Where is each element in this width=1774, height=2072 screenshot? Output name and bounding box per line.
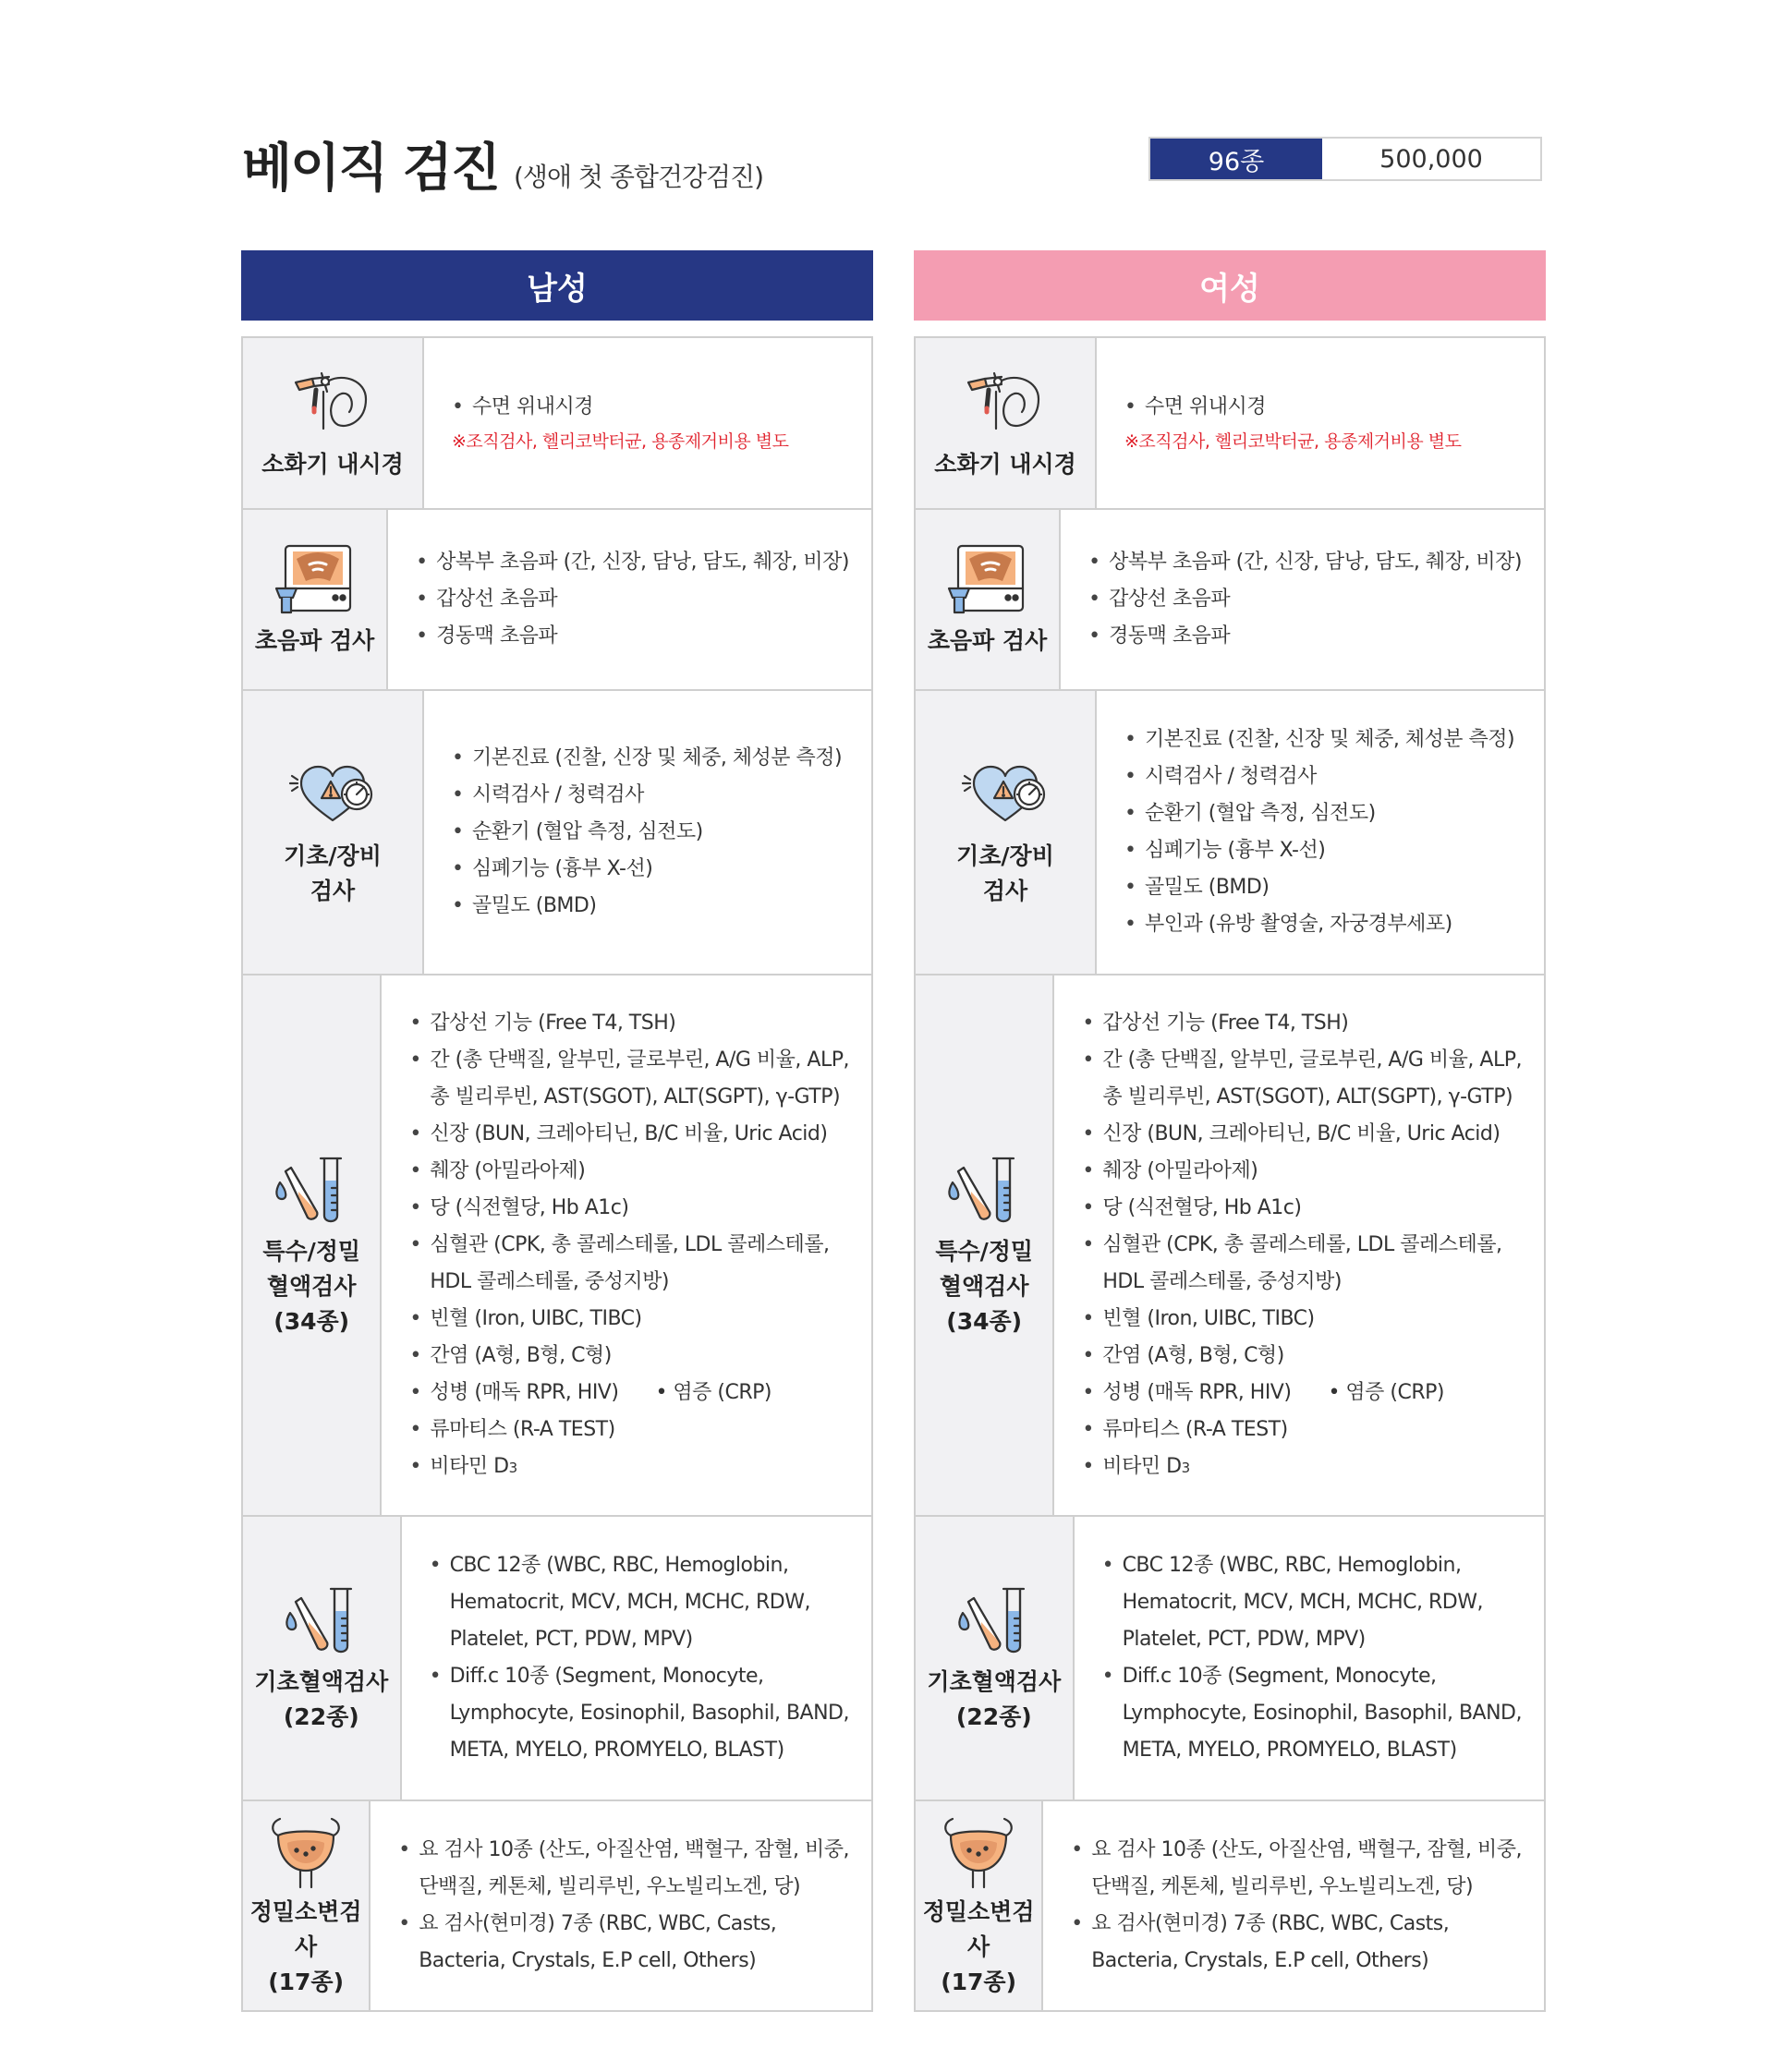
row-content (1043, 1801, 1544, 2010)
test-row (916, 338, 1544, 510)
vitamin-subscript: 3 (508, 1459, 517, 1476)
test-item: • 시력검사 / 청력검사 (452, 777, 849, 814)
test-row (243, 1517, 871, 1801)
test-tube-icon (948, 1581, 1040, 1661)
test-item: • CBC 12종 (WBC, RBC, Hemoglobin, Hematocrit, MCV, MCH, MCHC, RDW, Platelet, PCT, PDW, MPV) (430, 1547, 849, 1658)
test-tube-icon (938, 1151, 1030, 1230)
row-label (243, 691, 424, 974)
row-label (916, 1517, 1075, 1799)
female-header: 여성 (914, 250, 1546, 321)
test-item: • 상복부 초음파 (간, 신장, 담낭, 담도, 췌장, 비장) (416, 544, 849, 581)
test-item-pair: • 성병 (매독 RPR, HIV) • 염증 (CRP) (409, 1375, 849, 1412)
row-content (1075, 1517, 1544, 1799)
test-item: • 수면 위내시경 (452, 389, 849, 426)
test-item: • 간 (총 단백질, 알부민, 글로부린, A/G 비율, ALP, 총 빌리루빈, AST(SGOT), ALT(SGPT), γ-GTP) (1082, 1042, 1522, 1116)
test-row (916, 1517, 1544, 1801)
title-subtitle: (생애 첫 종합건강검진) (513, 162, 764, 192)
male-table (241, 336, 873, 2012)
test-count: 96종 (1150, 139, 1322, 179)
test-item-pair: • 성병 (매독 RPR, HIV) • 염증 (CRP) (1082, 1375, 1522, 1412)
heart-gauge-icon (286, 756, 379, 835)
bladder-icon (932, 1811, 1025, 1891)
test-item: • 빈혈 (Iron, UIBC, TIBC) (1082, 1301, 1522, 1338)
vitamin-subscript: 3 (1181, 1459, 1190, 1476)
test-item: • 췌장 (아밀라아제) (409, 1153, 849, 1190)
test-item: • 갑상선 기능 (Free T4, TSH) (409, 1005, 849, 1042)
row-name: 기초/장비 검사 (956, 842, 1054, 904)
row-content (371, 1801, 871, 2010)
test-item: • 기본진료 (진찰, 신장 및 체중, 체성분 측정) (1124, 721, 1522, 758)
test-item: • 요 검사(현미경) 7종 (RBC, WBC, Casts, Bacteria, Crystals, E.P cell, Others) (1071, 1906, 1522, 1980)
test-item-vitamin: • 비타민 D3 (1082, 1448, 1522, 1486)
test-item: • 시력검사 / 청력검사 (1124, 758, 1522, 795)
row-content (382, 975, 871, 1515)
test-item: • 간염 (A형, B형, C형) (1082, 1338, 1522, 1375)
test-item: • 췌장 (아밀라아제) (1082, 1153, 1522, 1190)
test-item: • 심폐기능 (흉부 X-선) (452, 851, 849, 888)
row-content (402, 1517, 871, 1799)
female-table (914, 336, 1546, 2012)
test-item: • 심혈관 (CPK, 총 콜레스테롤, LDL 콜레스테롤, HDL 콜레스테롤, 중성지방) (1082, 1227, 1522, 1301)
test-item: • 골밀도 (BMD) (1124, 869, 1522, 906)
test-item: • Diff.c 10종 (Segment, Monocyte, Lymphocyte, Eosinophil, Basophil, BAND, META, MYELO, PROMYELO, BLAST) (430, 1658, 849, 1769)
page-title (242, 127, 763, 201)
test-item: • 기본진료 (진찰, 신장 및 체중, 체성분 측정) (452, 740, 849, 777)
ultrasound-icon (942, 540, 1034, 620)
row-content (1061, 510, 1544, 689)
row-name: 특수/정밀 혈액검사 (34종) (935, 1238, 1034, 1335)
test-item: • 간 (총 단백질, 알부민, 글로부린, A/G 비율, ALP, 총 빌리루빈, AST(SGOT), ALT(SGPT), γ-GTP) (409, 1042, 849, 1116)
row-label (916, 691, 1097, 974)
test-row (243, 338, 871, 510)
price-value: 500,000 (1379, 144, 1483, 174)
row-content (424, 338, 871, 508)
test-row (916, 510, 1544, 691)
test-item: • 류마티스 (R-A TEST) (1082, 1412, 1522, 1448)
row-label (916, 975, 1054, 1515)
test-tube-icon (265, 1151, 358, 1230)
test-item: • 순환기 (혈압 측정, 심전도) (452, 814, 849, 851)
title-main: 베이직 검진 (242, 139, 499, 199)
male-column (241, 250, 873, 2012)
endoscope-icon (959, 364, 1051, 443)
row-label (916, 510, 1061, 689)
row-label (243, 510, 388, 689)
test-item: • 당 (식전혈당, Hb A1c) (409, 1190, 849, 1227)
row-label (243, 338, 424, 508)
test-item: • 심폐기능 (흉부 X-선) (1124, 832, 1522, 869)
test-row (916, 691, 1544, 975)
row-content (388, 510, 871, 689)
row-name: 초음파 검사 (927, 627, 1048, 654)
test-item: • 골밀도 (BMD) (452, 888, 849, 925)
test-item: • 요 검사 10종 (산도, 아질산염, 백혈구, 잠혈, 비중, 단백질, 케톤체, 빌리루빈, 우노빌리노겐, 당) (398, 1832, 849, 1906)
row-content (1097, 338, 1544, 508)
test-item: • 요 검사(현미경) 7종 (RBC, WBC, Casts, Bacteria, Crystals, E.P cell, Others) (398, 1906, 849, 1980)
row-content (424, 691, 871, 974)
test-item: • 류마티스 (R-A TEST) (409, 1412, 849, 1448)
row-name: 소화기 내시경 (261, 451, 404, 478)
row-name: 정밀소변검사 (17종) (922, 1898, 1035, 1995)
test-item: • 상복부 초음파 (간, 신장, 담낭, 담도, 췌장, 비장) (1088, 544, 1522, 581)
test-item: • 부인과 (유방 촬영술, 자궁경부세포) (1124, 906, 1522, 943)
test-row (243, 691, 871, 975)
row-content (1054, 975, 1544, 1515)
row-name: 기초/장비 검사 (284, 842, 382, 904)
test-item-second: • 염증 (CRP) (655, 1380, 772, 1404)
test-item: • 수면 위내시경 (1124, 389, 1522, 426)
test-item: • 요 검사 10종 (산도, 아질산염, 백혈구, 잠혈, 비중, 단백질, 케톤체, 빌리루빈, 우노빌리노겐, 당) (1071, 1832, 1522, 1906)
test-row (243, 510, 871, 691)
test-item: • 신장 (BUN, 크레아티닌, B/C 비율, Uric Acid) (1082, 1116, 1522, 1153)
test-item: • 갑상선 기능 (Free T4, TSH) (1082, 1005, 1522, 1042)
test-row (243, 1801, 871, 2010)
cost-note: ※조직검사, 헬리코박터균, 용종제거비용 별도 (452, 431, 789, 452)
endoscope-icon (286, 364, 379, 443)
test-tube-icon (275, 1581, 368, 1661)
test-item: • 경동맥 초음파 (416, 618, 849, 655)
row-name: 기초혈액검사 (22종) (254, 1668, 389, 1730)
row-label (243, 975, 382, 1515)
test-item-second: • 염증 (CRP) (1328, 1380, 1445, 1404)
row-content (1097, 691, 1544, 974)
test-row (916, 975, 1544, 1517)
row-name: 소화기 내시경 (934, 451, 1076, 478)
test-item: • 갑상선 초음파 (1088, 581, 1522, 618)
ultrasound-icon (269, 540, 361, 620)
test-item: • 경동맥 초음파 (1088, 618, 1522, 655)
test-item: • 심혈관 (CPK, 총 콜레스테롤, LDL 콜레스테롤, HDL 콜레스테롤, 중성지방) (409, 1227, 849, 1301)
row-name: 기초혈액검사 (22종) (927, 1668, 1062, 1730)
bladder-icon (260, 1811, 352, 1891)
test-item: • Diff.c 10종 (Segment, Monocyte, Lymphocyte, Eosinophil, Basophil, BAND, META, MYELO, PROMYELO, BLAST) (1102, 1658, 1522, 1769)
row-name: 초음파 검사 (254, 627, 375, 654)
row-label (243, 1517, 402, 1799)
test-item: • 갑상선 초음파 (416, 581, 849, 618)
row-label (916, 1801, 1043, 2010)
cost-note: ※조직검사, 헬리코박터균, 용종제거비용 별도 (1124, 431, 1462, 452)
male-header: 남성 (241, 250, 873, 321)
test-item: • 빈혈 (Iron, UIBC, TIBC) (409, 1301, 849, 1338)
test-item: • 신장 (BUN, 크레아티닌, B/C 비율, Uric Acid) (409, 1116, 849, 1153)
test-item: • CBC 12종 (WBC, RBC, Hemoglobin, Hematocrit, MCV, MCH, MCHC, RDW, Platelet, PCT, PDW, MPV) (1102, 1547, 1522, 1658)
test-item-vitamin: • 비타민 D3 (409, 1448, 849, 1486)
test-item: • 당 (식전혈당, Hb A1c) (1082, 1190, 1522, 1227)
price-box (1148, 137, 1542, 181)
test-row (916, 1801, 1544, 2010)
test-item: • 순환기 (혈압 측정, 심전도) (1124, 795, 1522, 832)
heart-gauge-icon (959, 756, 1051, 835)
row-label (243, 1801, 371, 2010)
female-column (914, 250, 1546, 2012)
test-item: • 간염 (A형, B형, C형) (409, 1338, 849, 1375)
row-label (916, 338, 1097, 508)
test-row (243, 975, 871, 1517)
row-name: 정밀소변검사 (17종) (249, 1898, 362, 1995)
row-name: 특수/정밀 혈액검사 (34종) (262, 1238, 361, 1335)
